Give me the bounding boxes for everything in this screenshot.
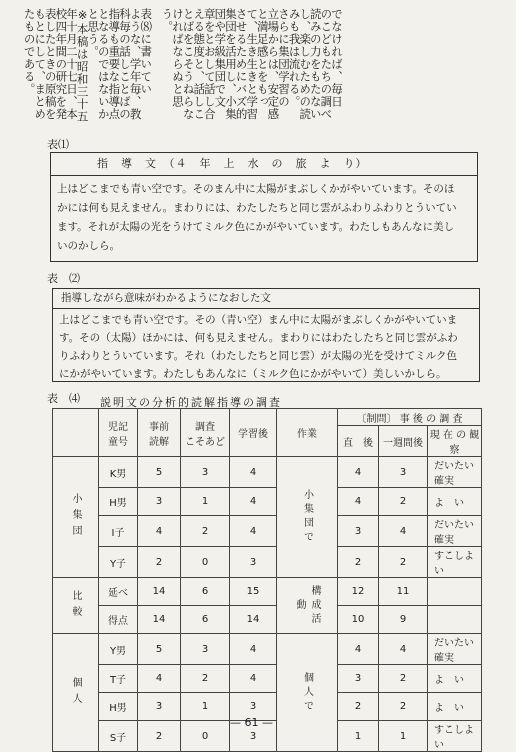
student-id-cell: I子 bbox=[99, 516, 138, 547]
student-id-cell: H男 bbox=[99, 488, 138, 516]
after-learning-cell: 4 bbox=[230, 665, 277, 693]
vertical-text-column: みも我は流れる。 bbox=[287, 8, 302, 108]
vertical-text-column: 表⑻に書いてい bbox=[139, 8, 154, 96]
student-id-cell: 延べ bbox=[99, 578, 138, 606]
table-row bbox=[53, 516, 482, 547]
kosoado-cell: 3 bbox=[181, 457, 230, 488]
table4-title: 説明文の分析的読解指導の調査 bbox=[100, 396, 282, 409]
immediate-cell: 3 bbox=[338, 516, 379, 547]
vertical-text-column: さらに集団学習の bbox=[277, 8, 291, 108]
week-after-cell: 1 bbox=[379, 721, 428, 752]
vertical-text-column: 団や学級集団で文 bbox=[213, 8, 228, 108]
header-week-after: 一週間後 bbox=[379, 426, 428, 457]
table-row bbox=[53, 606, 482, 634]
vertical-text-column: ような、学年毎、教 bbox=[128, 8, 143, 121]
kosoado-cell: 0 bbox=[181, 721, 230, 752]
header-current-observation: 現 在 の 観 察 bbox=[428, 426, 482, 457]
group-side-label: 小集団 bbox=[53, 457, 99, 578]
kosoado-cell: 1 bbox=[181, 693, 230, 721]
header-immediate: 直 後 bbox=[338, 426, 379, 457]
kosoado-cell: 1 bbox=[181, 488, 230, 516]
immediate-cell: 3 bbox=[338, 665, 379, 693]
vertical-text-column: 章をとおして話し合 bbox=[202, 8, 217, 121]
vertical-text-column: 表したときの原稿を bbox=[43, 8, 58, 121]
vertical-text-column: とばをこそうねらな bbox=[181, 8, 196, 121]
observation-cell: よ い bbox=[428, 665, 482, 693]
table1-box bbox=[50, 152, 478, 262]
pre-reading-cell: 14 bbox=[138, 606, 181, 634]
immediate-cell: 4 bbox=[338, 634, 379, 665]
immediate-cell: 1 bbox=[338, 721, 379, 752]
vertical-text-column: 立場からは、安定感 bbox=[266, 8, 281, 121]
week-after-cell: 2 bbox=[379, 665, 428, 693]
after-learning-cell: 4 bbox=[230, 634, 277, 665]
immediate-cell: 2 bbox=[338, 693, 379, 721]
group-side-label: 比較 bbox=[53, 578, 99, 634]
page-number: — 61 — bbox=[230, 716, 273, 729]
text-line: かには何も見えません。まわりには、わたしたちと同じ雲がふわりふわりとういてい bbox=[57, 202, 457, 214]
student-id-cell: S子 bbox=[99, 721, 138, 752]
table-row bbox=[53, 665, 482, 693]
week-after-cell: 2 bbox=[379, 693, 428, 721]
immediate-cell: 4 bbox=[338, 488, 379, 516]
text-line: す。その（太陽）ほかには、何も見えません。まわりにはわたしたちと同じ雲がふわ bbox=[59, 332, 458, 344]
table-row bbox=[53, 578, 482, 606]
week-after-cell: 11 bbox=[379, 578, 428, 606]
table2-body bbox=[53, 309, 479, 383]
kosoado-cell: 6 bbox=[181, 578, 230, 606]
header-post-survey: 〔制問〕 事 後 の 調 査 bbox=[338, 409, 482, 426]
table2-title: 指導しながら意味がわかるようになおした文 bbox=[53, 289, 479, 309]
vertical-text-column: 科毎の話しことばの bbox=[118, 8, 132, 121]
table4 bbox=[52, 408, 482, 752]
table-row bbox=[53, 457, 482, 488]
student-id-cell: 得点 bbox=[99, 606, 138, 634]
week-after-cell: 2 bbox=[379, 547, 428, 578]
vertical-text-column: となるのではないか bbox=[96, 8, 111, 121]
pre-reading-cell: 14 bbox=[138, 578, 181, 606]
observation-cell: すこしよい bbox=[428, 547, 482, 578]
pre-reading-cell: 3 bbox=[138, 693, 181, 721]
immediate-cell: 2 bbox=[338, 547, 379, 578]
table2-label: 表 ⑵ bbox=[47, 272, 80, 285]
kosoado-cell: 0 bbox=[181, 547, 230, 578]
after-learning-cell: 3 bbox=[230, 547, 277, 578]
pre-reading-cell: 4 bbox=[138, 665, 181, 693]
table-row bbox=[53, 634, 482, 665]
table1-body bbox=[51, 176, 477, 256]
student-id-cell: T子 bbox=[99, 665, 138, 693]
vertical-text-column: と満足感とをもっ bbox=[255, 8, 270, 108]
pre-reading-cell: 5 bbox=[138, 634, 181, 665]
pre-reading-cell: 4 bbox=[138, 516, 181, 547]
text-line: いのかしら。 bbox=[57, 240, 120, 252]
week-after-cell: 4 bbox=[379, 634, 428, 665]
header-student-id: 児記 童号 bbox=[99, 409, 138, 457]
pre-reading-cell: 2 bbox=[138, 547, 181, 578]
vertical-text-column: て、生き生きと学習 bbox=[245, 8, 260, 121]
observation-cell bbox=[428, 578, 482, 606]
vertical-text-column: し、楽しむための読 bbox=[298, 8, 313, 121]
observation-cell: だいたい確実 bbox=[428, 634, 482, 665]
vertical-text-column: させるためにバズ的 bbox=[234, 8, 249, 121]
text-line: にかがやいています。わたしもあんなに（ミルク色にかがやいて）美しいかしら。 bbox=[59, 368, 447, 380]
after-learning-cell: 14 bbox=[230, 606, 277, 634]
week-after-cell: 4 bbox=[379, 516, 428, 547]
vertical-text-column: 校四年間の研究を発 bbox=[54, 8, 69, 121]
header-col-side bbox=[53, 409, 99, 457]
week-after-cell: 2 bbox=[379, 488, 428, 516]
vertical-text-column: 集団を活用し、小集 bbox=[224, 8, 238, 121]
group-side-label: 個人 bbox=[53, 634, 99, 752]
table-row bbox=[53, 547, 482, 578]
immediate-cell: 12 bbox=[338, 578, 379, 606]
observation-cell bbox=[428, 606, 482, 634]
observation-cell: だいたい確実 bbox=[428, 457, 482, 488]
kosoado-cell: 3 bbox=[181, 634, 230, 665]
text-line: 上はどこまでも青い空です。その（青い空）まん中に太陽がまぶしくかがやいていま bbox=[59, 314, 458, 326]
kosoado-cell: 6 bbox=[181, 606, 230, 634]
pre-reading-cell: 5 bbox=[138, 457, 181, 488]
student-id-cell: Y男 bbox=[99, 634, 138, 665]
header-pre-reading: 事前 読解 bbox=[138, 409, 181, 457]
immediate-cell: 4 bbox=[338, 457, 379, 488]
after-learning-cell: 4 bbox=[230, 516, 277, 547]
header-work: 作業 bbox=[277, 409, 338, 457]
kosoado-cell: 2 bbox=[181, 665, 230, 693]
table-row bbox=[53, 488, 482, 516]
table1-label: 表⑴ bbox=[47, 138, 69, 151]
vertical-text-column: のこどもたちの調べ bbox=[319, 8, 334, 121]
text-line: ます。それが太陽の光をうけてミルク色にかがやいています。わたしもあんなに美し bbox=[57, 221, 455, 233]
after-learning-cell: 3 bbox=[230, 721, 277, 752]
observation-cell: だいたい確実 bbox=[428, 516, 482, 547]
after-learning-cell: 4 bbox=[230, 457, 277, 488]
observation-cell: よ い bbox=[428, 693, 482, 721]
observation-cell: よ い bbox=[428, 488, 482, 516]
vertical-text-column: 読みの力をもたない bbox=[308, 8, 323, 121]
header-after-learning: 学習後 bbox=[230, 409, 277, 457]
pre-reading-cell: 3 bbox=[138, 488, 181, 516]
vertical-text-column: える態度と、話しこ bbox=[192, 8, 207, 121]
work-method-label: 個人で bbox=[277, 634, 338, 752]
pre-reading-cell: 2 bbox=[138, 721, 181, 752]
week-after-cell: 9 bbox=[379, 606, 428, 634]
after-learning-cell: 15 bbox=[230, 578, 277, 606]
vertical-text-column: ※本稿は昭和三十五 bbox=[75, 8, 90, 123]
student-id-cell: H男 bbox=[99, 693, 138, 721]
observation-cell: すこしよい bbox=[428, 721, 482, 752]
vertical-text-column: う。 bbox=[160, 8, 175, 33]
after-learning-cell: 3 bbox=[230, 693, 277, 721]
vertical-text-column: たものである。 bbox=[22, 8, 37, 96]
immediate-cell: 10 bbox=[338, 606, 379, 634]
vertical-text-column: ければならぬと思 bbox=[171, 8, 185, 108]
student-id-cell: Y子 bbox=[99, 547, 138, 578]
text-line: 上はどこまでも青い空です。そのまん中に太陽がまぶしくかがやいています。そのほ bbox=[57, 183, 455, 195]
vertical-text-column: と思う。 bbox=[86, 8, 101, 58]
student-id-cell: K男 bbox=[99, 457, 138, 488]
table4-wrap bbox=[52, 408, 482, 752]
vertical-text-column: 年十月二十七日、本 bbox=[65, 8, 79, 121]
header-kosoado: 調査 こそあど bbox=[181, 409, 230, 457]
work-method-label: 構成活動 bbox=[277, 578, 338, 634]
work-method-label: 小集団で bbox=[277, 457, 338, 578]
week-after-cell: 3 bbox=[379, 457, 428, 488]
vertical-text-column: もとにして、まとめ bbox=[33, 8, 48, 121]
kosoado-cell: 2 bbox=[181, 516, 230, 547]
table4-label: 表 ⑷ bbox=[47, 392, 80, 405]
table1-title: 指 導 文 （４ 年 上 水 の 旅 よ り） bbox=[51, 153, 477, 176]
text-line: りふわりとういています。それ（わたしたちと同じ雲）が太陽の光を受けてミルク色 bbox=[59, 350, 457, 362]
after-learning-cell: 4 bbox=[230, 488, 277, 516]
table2-box bbox=[52, 288, 480, 382]
vertical-text-column: でなければ、毎日 bbox=[330, 8, 344, 108]
vertical-text-column: 指導も重要な指導点 bbox=[107, 8, 122, 121]
